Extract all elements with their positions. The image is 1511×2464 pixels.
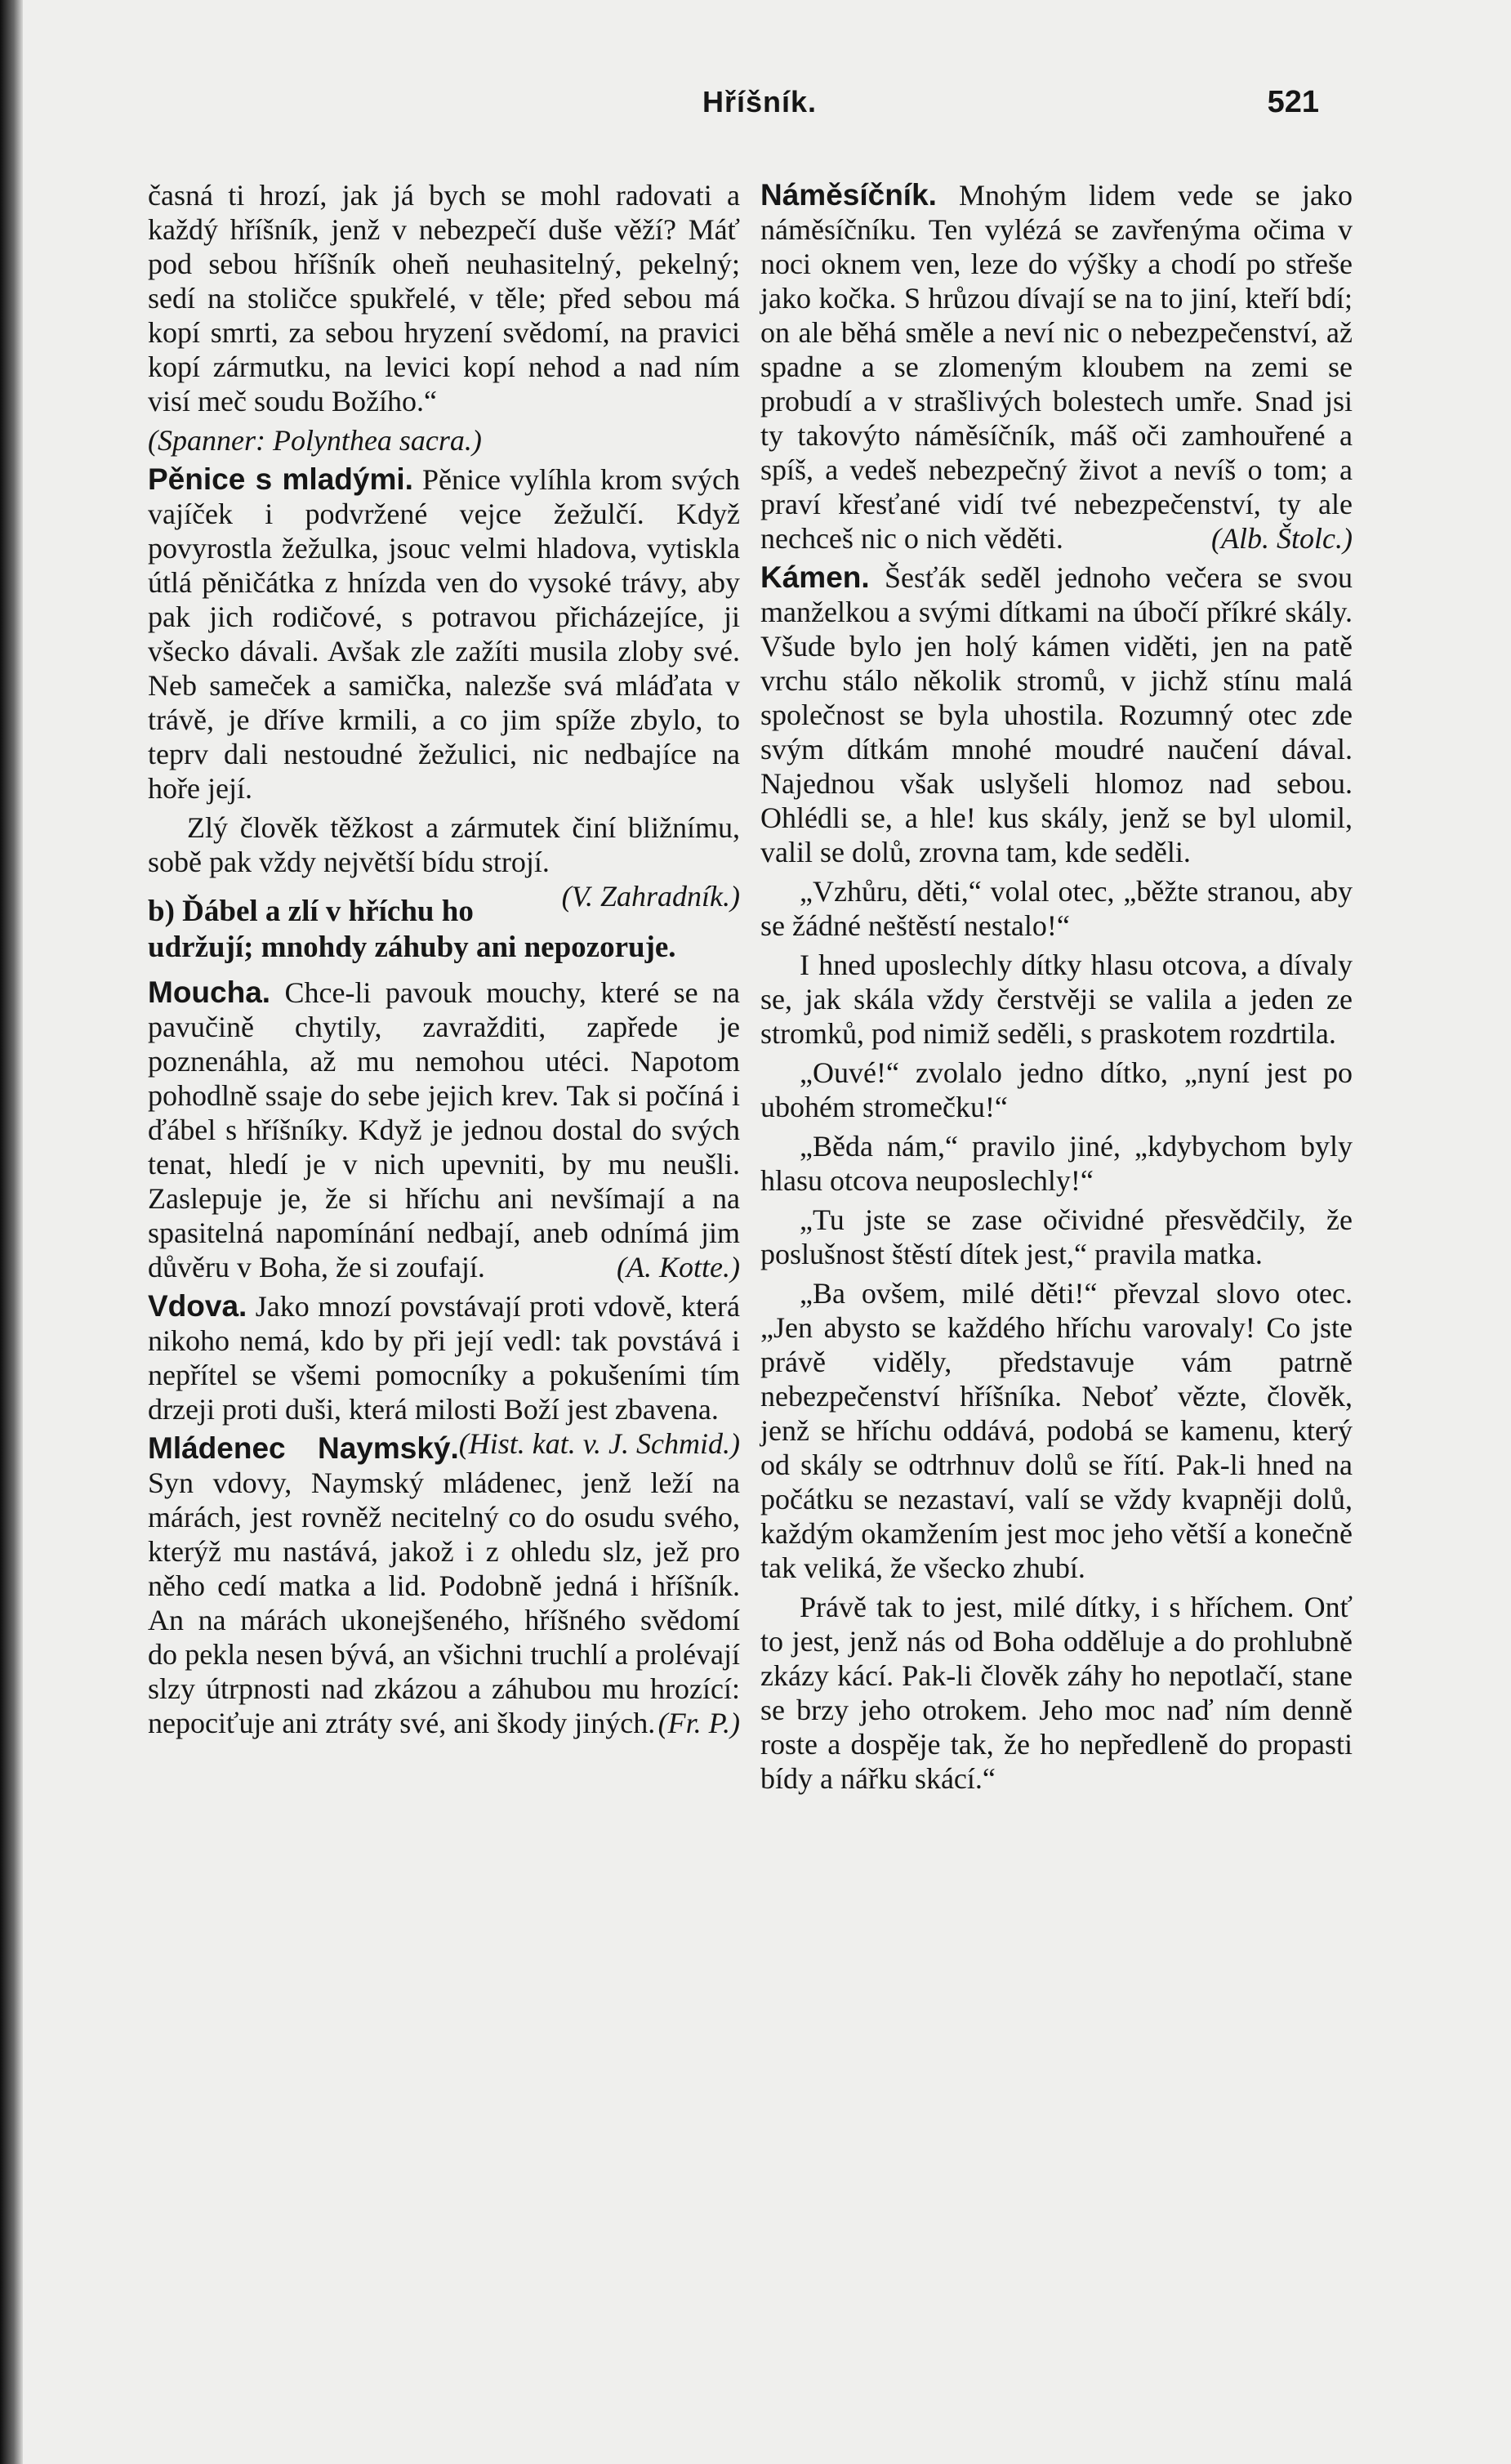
entry-keyword: Vdova.	[148, 1289, 247, 1323]
source-citation: (Spanner: Polynthea sacra.)	[148, 424, 482, 457]
paragraph: „Vzhůru, děti,“ volal otec, „běžte stranou, aby se žádné neštěstí nestalo!“	[760, 875, 1353, 942]
paragraph: Právě tak to jest, milé dítky, i s hříchem. Onť to jest, jenž nás od Boha odděluje a do prohlubně zkázy kácí. Pak-li člověk záhy ho nepotlačí, stane se brzy jeho otrokem. Jeho moc naď ním denně roste a dospěje tak, že ho nepředleně do propasti bídy a nářku skácí.“	[760, 1591, 1353, 1795]
source-citation: (Alb. Štolc.)	[1211, 522, 1353, 555]
right-column	[760, 178, 1353, 1801]
paragraph	[760, 178, 1353, 556]
page-number: 521	[1267, 85, 1319, 119]
paragraph-text: Pěnice vylíhla krom svých vajíček i podvržené vejce žežulčí. Když povyrostla žežulka, jsouc velmi hladova, vytiskla útlá pěničátka z hnízda ven do vysoké trávy, aby pak jich rodičové, s potravou přicházejíce, ji všecko dávali. Avšak zle zažíti musila zloby své. Neb sameček a samička, nalezše svá mláďata v trávě, je dříve krmili, a co jim spíže zbylo, to teprv dali nestoudné žežulici, nic nedbajíce na hoře její.	[148, 463, 741, 805]
paragraph: „Běda nám,“ pravilo jiné, „kdybychom byly hlasu otcova neuposlechly!“	[760, 1130, 1353, 1197]
entry-keyword: Náměsíčník.	[760, 178, 937, 212]
paragraph	[148, 975, 740, 1284]
running-header-title: Hříšník.	[702, 85, 818, 118]
paragraph	[148, 178, 740, 418]
source-citation: (Fr. P.)	[657, 1707, 740, 1739]
entry-keyword: Mládenec Naymský.	[148, 1431, 459, 1465]
paragraph-text: Zlý člověk těžkost a zármutek činí bližnímu, sobě pak vždy největší bídu strojí.	[148, 811, 740, 878]
source-citation: (A. Kotte.)	[617, 1251, 740, 1283]
paragraph: „Ouvé!“ zvolalo jedno dítko, „nyní jest po ubohém stromečku!“	[760, 1056, 1353, 1123]
source-citation: (Hist. kat. v. J. Schmid.)	[458, 1427, 740, 1460]
paragraph-text: Šesťák seděl jednoho večera se svou manželkou a svými dítkami na úbočí příkré skály. Všude bylo jen holý kámen viděti, jen na patě vrchu stálo několik stromů, v jichž stínu malá společnost se byla uhostila. Rozumný otec zde svým dítkám mnohé moudré naučení dával. Najednou však uslyšeli hlomoz nad sebou. Ohlédli se, a hle! kus skály, jenž se byl ulomil, valil se dolů, zrovna tam, kde seděli.	[760, 561, 1353, 868]
paragraph-text: Mnohým lidem vede se jako náměsíčníku. Ten vylézá se zavřenýma očima v noci oknem ven, leze do výšky a chodí po střeše jako kočka. S hrůzou dívají se na to jiní, kteří bdí; on ale běhá směle a neví nic o nebezpečenství, až spadne a se zlomeným kloubem na zemi se probudí a v strašlivých bolestech umře. Snad jsi ty takovýto náměsíčník, máš oči zamhouřené a spíš, a vedeš nebezpečný život a nevíš o tom; a praví křesťané vidí tvé nebezpečenství, ty ale nechceš nic o nich věděti.	[760, 179, 1353, 555]
paragraph: I hned uposlechly dítky hlasu otcova, a dívaly se, jak skála vždy čerstvěji se valila a jeden ze stromků, pod nimiž seděli, s praskotem rozdrtila.	[760, 949, 1353, 1050]
source-citation: (V. Zahradník.)	[561, 880, 740, 913]
paragraph	[760, 560, 1353, 869]
paragraph-text: Jako mnozí povstávají proti vdově, která nikoho nemá, kdo by při její vedl: tak povstává i nepřítel se všemi pomocníky a pokušeními tím drzeji proti duši, která milosti Boží jest zbavena.	[148, 1290, 740, 1426]
page-edge-shadow	[0, 0, 23, 2464]
entry-keyword: Pěnice s mladými.	[148, 462, 413, 496]
paragraph	[148, 462, 740, 806]
paragraph: „Tu jste se zase očividné přesvědčily, že poslušnost štěstí dítek jest,“ pravila matka.	[760, 1203, 1353, 1270]
paragraph-text: Chce-li pavouk mouchy, které se na pavučině chytily, zavražditi, zapřede je poznenáhla, až mu nemohou utéci. Napotom pohodlně ssaje do sebe jejich krev. Tak si počíná i ďábel s hříšníky. Když je jednou dostal do svých tenat, hledí je v nich upevniti, by mu neušli. Zaslepuje je, že si hříchu ani nevšímají a na spasitelná napomínání nedbají, aneb odnímá jim důvěru v Boha, že si zoufají.	[148, 976, 740, 1283]
paragraph: „Ba ovšem, milé děti!“ převzal slovo otec. „Jen abysto se každého hříchu varovaly! Co jste právě viděly, představuje vám patrně nebezpečenství hříšníka. Neboť vězte, člověk, jenž se hříchu oddává, podobá se kamenu, který od skály se odtrhnuv dolů se řítí. Pak-li hned na počátku se nezastaví, valí se vždy kvapněji dolů, každým okamžením jest moc jeho větší a konečně tak veliká, že všecko zhubí.	[760, 1277, 1353, 1584]
paragraph	[148, 810, 740, 913]
section-heading: b) Ďábel a zlí v hříchu ho udržují; mnohdy záhuby ani nepozoruje.	[148, 895, 676, 964]
left-column	[148, 178, 740, 1745]
entry-keyword: Kámen.	[760, 560, 870, 594]
entry-keyword: Moucha.	[148, 975, 271, 1009]
paragraph	[148, 1431, 740, 1740]
paragraph-text: Syn vdovy, Naymský mládenec, jenž leží na márách, jest rovněž necitelný co do osudu svého, kterýž mu nastává, jakož i z ohledu slz, jež pro něho cedí matka a lid. Podobně jedná i hříšník. An na márách ukonejšeného, hříšného svědomí do pekla nesen bývá, an všichni truchlí a prolévají slzy útrpnosti nad zkázou a záhubou mu hrozící: nepociťuje ani ztráty své, ani škody jiných.	[148, 1466, 740, 1739]
paragraph-text: časná ti hrozí, jak já bych se mohl radovati a každý hříšník, jenž v nebezpečí duše věží? Máť pod sebou hříšník oheň neuhasitelný, pekelný; sedí na stoličce spukřelé, v těle; před sebou má kopí smrti, za sebou hryzení svědomí, na pravici kopí zármutku, na levici kopí nehod a nad ním visí meč soudu Božího.“	[148, 179, 740, 417]
